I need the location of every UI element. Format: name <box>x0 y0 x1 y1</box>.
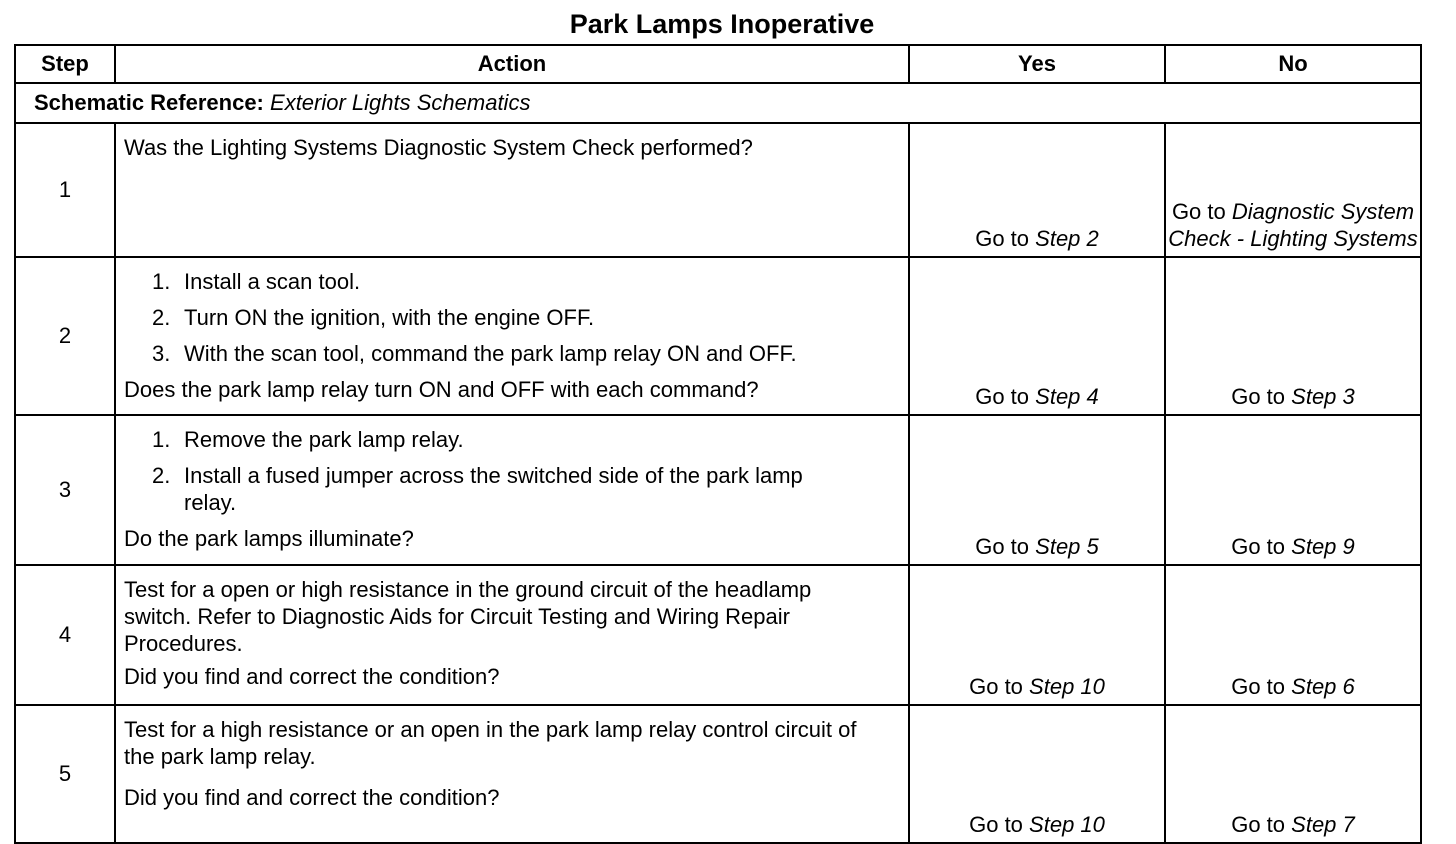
yes-link[interactable]: Step 2 <box>1035 226 1099 251</box>
action-cell <box>115 565 909 705</box>
action-cell <box>115 415 909 565</box>
action-question: Did you find and correct the condition? <box>124 664 500 689</box>
list-item <box>152 426 900 453</box>
step-number: 1 <box>15 123 115 257</box>
header-row <box>15 45 1421 83</box>
action-cell <box>115 257 909 415</box>
step-number: 5 <box>15 705 115 843</box>
action-cell <box>115 123 909 257</box>
no-cell <box>1165 257 1421 415</box>
substep-number: 2. <box>152 463 171 488</box>
page-title: Park Lamps Inoperative <box>569 9 875 39</box>
action-text: Test for a open or high resistance in the ground circuit of the headlamp switch. Refer to Diagnostic Aids for Circuit Testing and Wiring Repair Procedures. <box>124 577 812 656</box>
yes-prefix: Go to <box>975 226 1030 251</box>
header-yes: Yes <box>909 45 1165 83</box>
yes-link[interactable]: Step 4 <box>1035 384 1099 409</box>
yes-cell <box>909 565 1165 705</box>
header-step: Step <box>15 45 115 83</box>
no-prefix: Go to <box>1231 534 1286 559</box>
yes-link[interactable]: Step 10 <box>1029 674 1105 699</box>
yes-link[interactable]: Step 5 <box>1035 534 1099 559</box>
substep-number: 3. <box>152 341 171 366</box>
list-item <box>152 304 900 331</box>
list-item <box>152 268 900 295</box>
substep-text: Remove the park lamp relay. <box>184 427 464 452</box>
diagnostic-table <box>14 44 1422 844</box>
step-number: 2 <box>15 257 115 415</box>
table-row <box>15 415 1421 565</box>
schematic-value: Exterior Lights Schematics <box>270 90 531 115</box>
no-cell <box>1165 565 1421 705</box>
no-link[interactable]: Step 9 <box>1291 534 1355 559</box>
table-row <box>15 123 1421 257</box>
header-no: No <box>1165 45 1421 83</box>
yes-cell <box>909 415 1165 565</box>
yes-cell <box>909 705 1165 843</box>
no-prefix: Go to <box>1231 674 1286 699</box>
substep-number: 2. <box>152 305 171 330</box>
table-row <box>15 705 1421 843</box>
action-text: Test for a high resistance or an open in the park lamp relay control circuit of the park lamp relay. <box>124 717 857 769</box>
action-cell <box>115 705 909 843</box>
schematic-label: Schematic Reference: <box>34 90 264 115</box>
yes-prefix: Go to <box>969 674 1023 699</box>
action-text: Was the Lighting Systems Diagnostic System Check performed? <box>124 135 753 160</box>
no-prefix: Go to <box>1231 384 1286 409</box>
no-link[interactable]: Step 3 <box>1291 384 1355 409</box>
no-prefix: Go to <box>1231 812 1286 837</box>
table-row <box>15 565 1421 705</box>
yes-cell <box>909 257 1165 415</box>
step-number: 3 <box>15 415 115 565</box>
no-cell <box>1165 705 1421 843</box>
header-action: Action <box>115 45 909 83</box>
yes-prefix: Go to <box>969 812 1023 837</box>
list-item <box>152 462 900 516</box>
list-item <box>152 340 900 367</box>
yes-link[interactable]: Step 10 <box>1029 812 1105 837</box>
substep-number: 1. <box>152 427 171 452</box>
no-cell <box>1165 415 1421 565</box>
no-cell <box>1165 123 1421 257</box>
yes-prefix: Go to <box>975 384 1030 409</box>
no-link[interactable]: Diagnostic System Check - Lighting Systems <box>1168 199 1418 251</box>
yes-prefix: Go to <box>975 534 1030 559</box>
schematic-reference-row <box>15 83 1421 123</box>
no-link[interactable]: Step 7 <box>1291 812 1355 837</box>
substep-text: Turn ON the ignition, with the engine OFF. <box>184 305 595 330</box>
substep-text: Install a fused jumper across the switched side of the park lamp relay. <box>184 463 803 515</box>
action-question: Does the park lamp relay turn ON and OFF with each command? <box>124 377 759 402</box>
substep-number: 1. <box>152 269 171 294</box>
substep-list <box>124 426 900 516</box>
no-prefix: Go to <box>1171 199 1226 224</box>
action-question: Did you find and correct the condition? <box>124 785 500 810</box>
table-row <box>15 257 1421 415</box>
schematic-reference <box>15 83 1421 123</box>
yes-cell <box>909 123 1165 257</box>
substep-text: Install a scan tool. <box>184 269 361 294</box>
substep-text: With the scan tool, command the park lamp relay ON and OFF. <box>184 341 797 366</box>
step-number: 4 <box>15 565 115 705</box>
no-link[interactable]: Step 6 <box>1291 674 1355 699</box>
action-question: Do the park lamps illuminate? <box>124 526 414 551</box>
substep-list <box>124 268 900 367</box>
